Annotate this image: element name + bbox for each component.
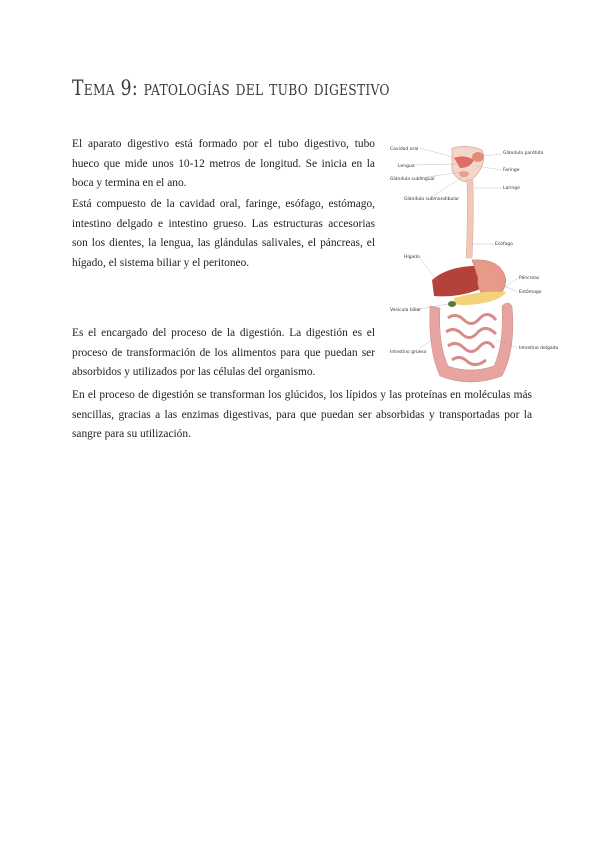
label-tongue: Lengua [398,164,415,169]
esophagus-shape [466,180,473,258]
page-title: Tema 9: patologías del tubo digestivo [72,76,390,100]
paragraph-process: En el proceso de digestión se transforman los glúcidos, los lípidos y las proteínas en moléculas más sencillas, gracias a las enzimas digestivas, para que puedan ser absorbidas y transportadas por la sangre para su utilización. [72,389,532,441]
label-stomach: Estómago [519,290,542,295]
gallbladder-shape [448,301,456,307]
label-larynx: Laringe [503,186,520,191]
label-pharynx: Faringe [503,168,520,173]
digestive-system-illustration [390,140,559,390]
label-liver: Hígado [404,255,420,260]
small-intestine-shape [446,314,496,364]
label-parotid-gland: Glándula parótida [503,151,544,156]
paragraph-composition: Está compuesto de la cavidad oral, faringe, esófago, estómago, intestino delgado e intestino grueso. Las estructuras accesorias son los dientes, la lengua, las glándulas salivales, el páncreas, el hígado, el sistema biliar y el peritoneo. [72,198,375,269]
parotid-gland-shape [472,152,484,162]
paragraph-intro: El aparato digestivo está formado por el tubo digestivo, tubo hueco que mide unos 10-12 metros de longitud. Se inicia en la boca y termina en el ano. [72,138,375,190]
label-large-intestine: Intestino grueso [390,350,427,355]
label-gallbladder: Vesícula biliar [390,308,422,313]
paragraph-function: Es el encargado del proceso de la digestión. La digestión es el proceso de transformación de los alimentos para que puedan ser absorbidos y utilizados por las células del organismo. [72,327,375,379]
large-intestine-shape [430,303,513,382]
label-pancreas: Páncreas [519,276,540,281]
label-small-intestine: Intestino delgado [519,346,559,351]
label-esophagus: Esófago [495,242,513,247]
label-sublingual-gland: Glándula sublingual [390,177,435,182]
label-oral-cavity: Cavidad oral [390,147,419,152]
label-submandibular-gland: Glándula submandibular [404,197,460,202]
